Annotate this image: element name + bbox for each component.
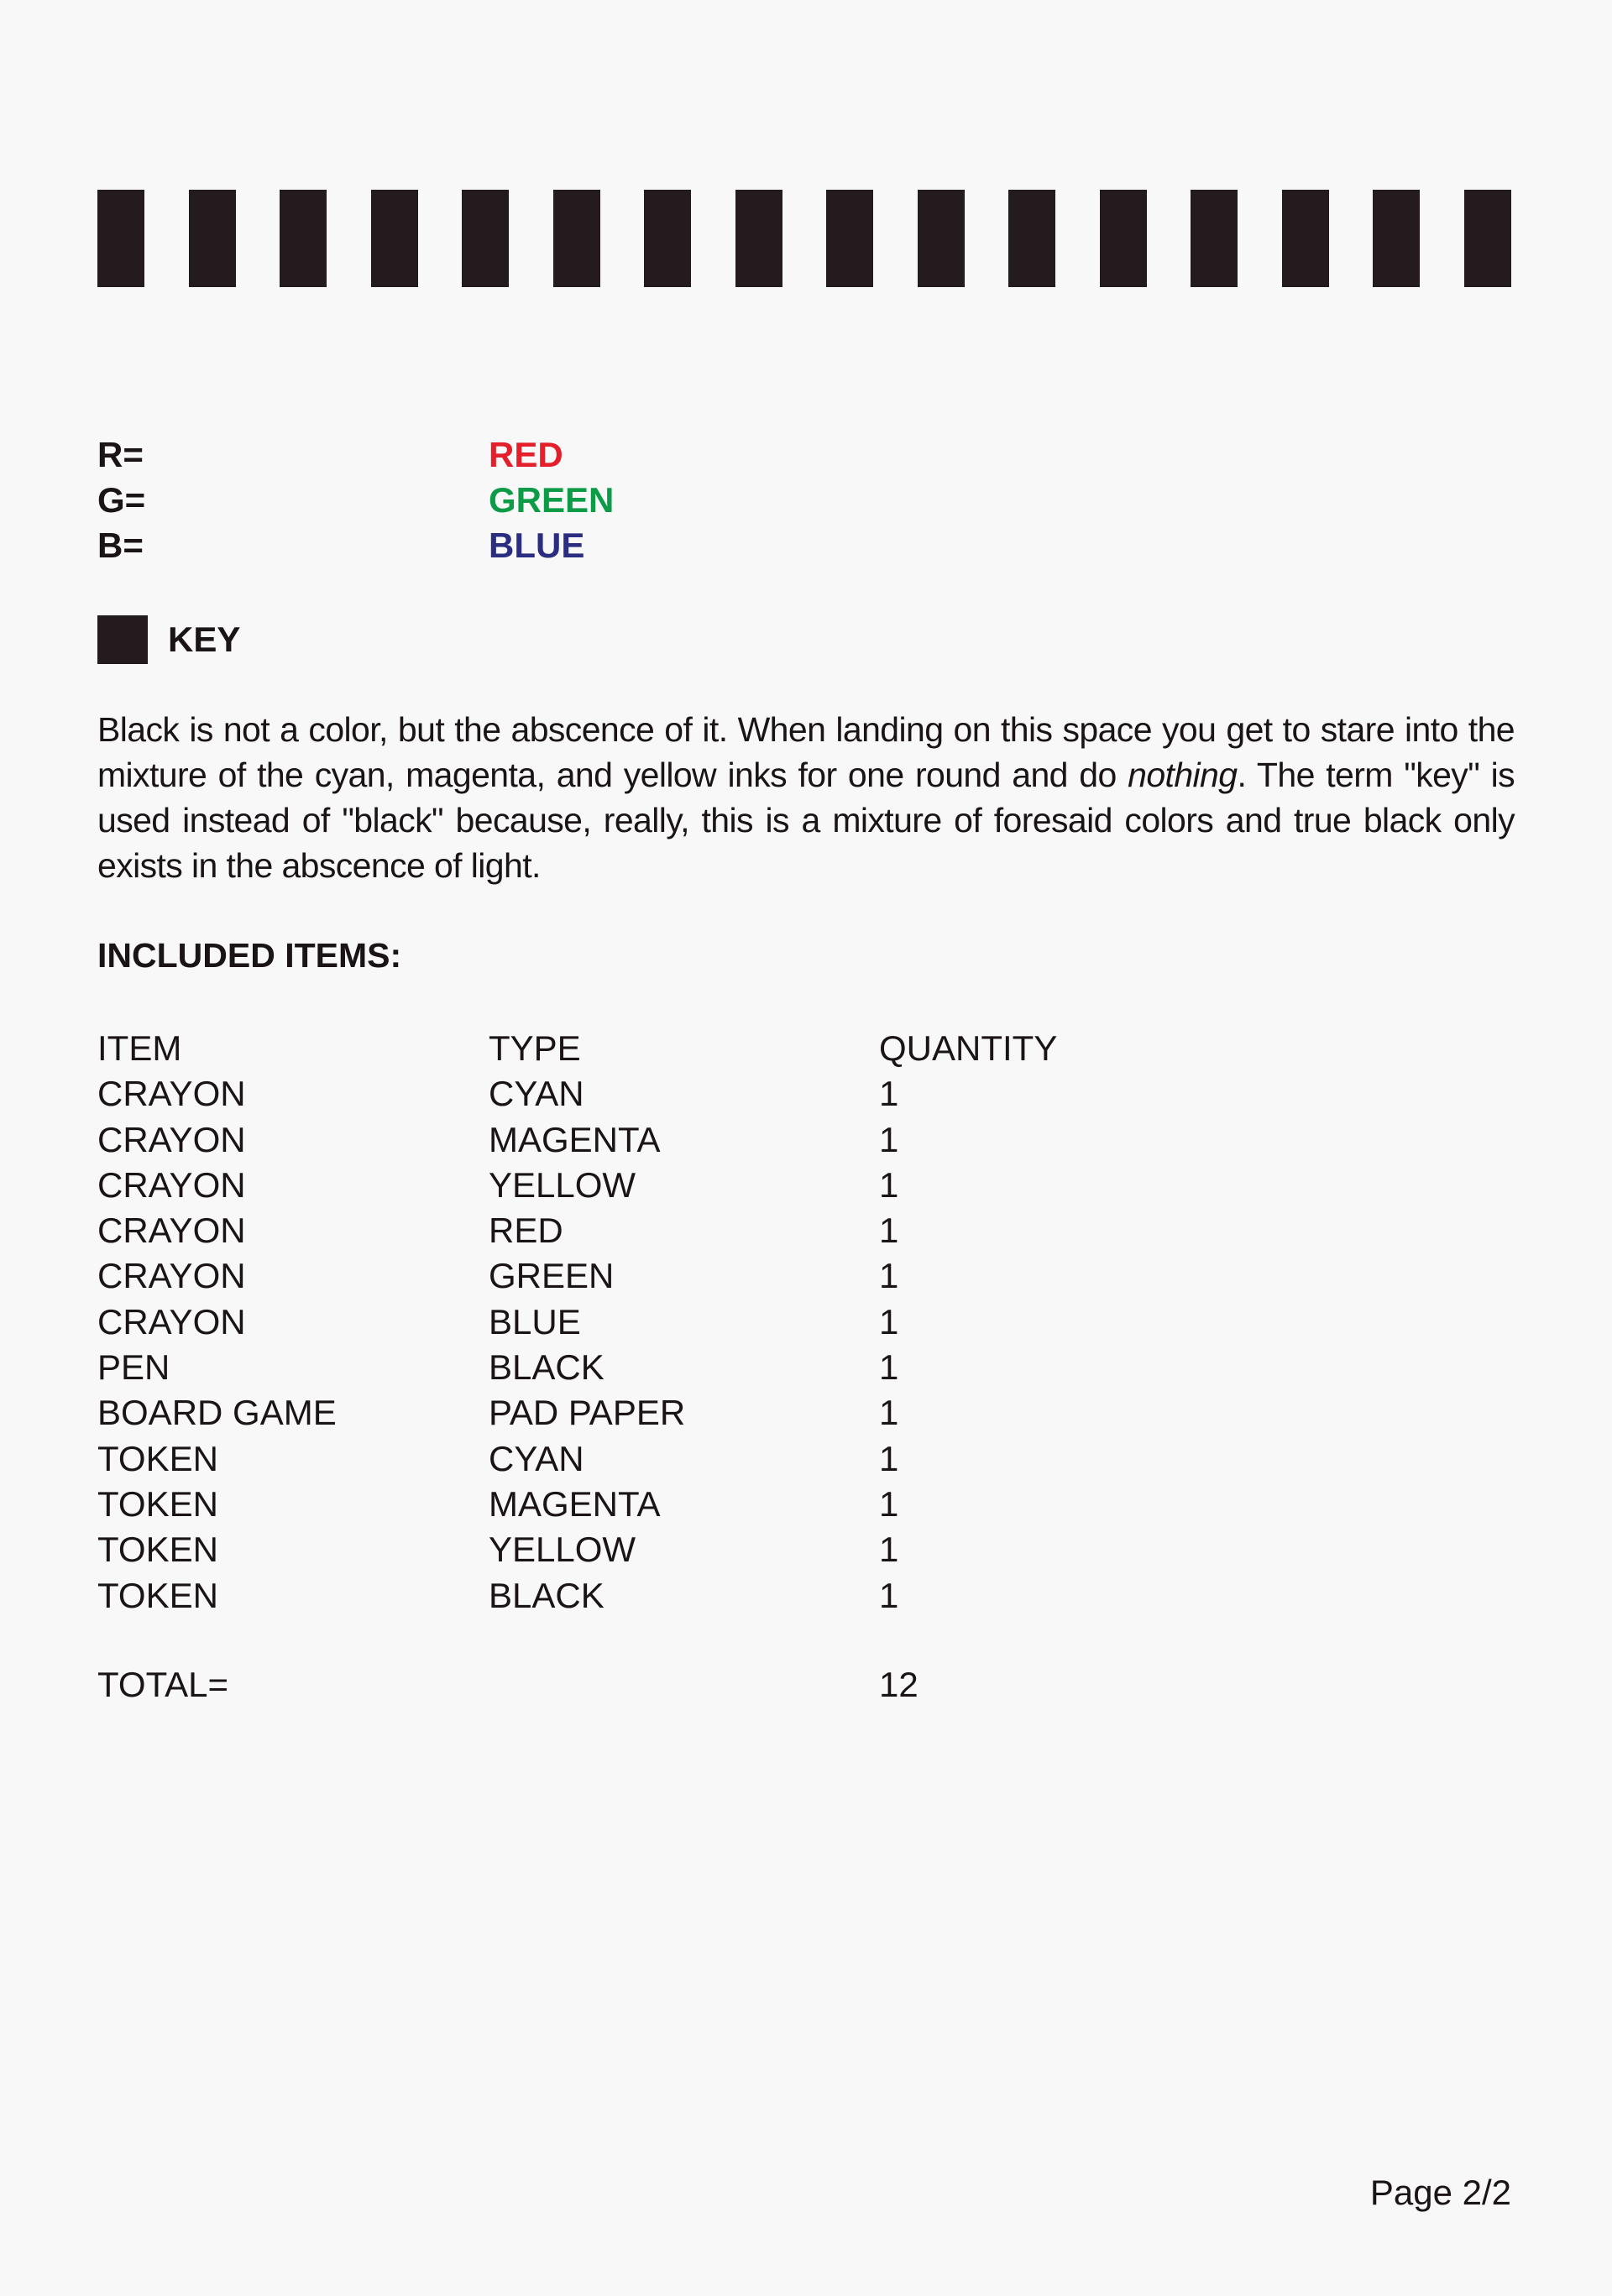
items-table [97, 1026, 1215, 1619]
cell-quantity: 1 [879, 1164, 899, 1205]
cell-item: CRAYON [97, 1256, 246, 1296]
black-stripe [97, 190, 144, 287]
cell-quantity: 1 [879, 1393, 899, 1433]
table-row [97, 1117, 1215, 1163]
cell-item: TOKEN [97, 1575, 218, 1615]
cell-type: YELLOW [489, 1164, 636, 1205]
key-color-swatch [97, 615, 148, 664]
legend-row-blue [97, 523, 614, 568]
legend-value: GREEN [489, 480, 615, 520]
cell-type: BLUE [489, 1301, 581, 1342]
black-stripe-banner [97, 190, 1511, 287]
legend-value: RED [489, 435, 563, 474]
cell-item: BOARD GAME [97, 1393, 337, 1433]
black-stripe [553, 190, 600, 287]
cell-quantity: 1 [879, 1119, 899, 1159]
legend-row-red [97, 432, 614, 478]
black-stripe [735, 190, 782, 287]
key-desc-emphasis: nothing [1128, 756, 1238, 794]
black-stripe [918, 190, 965, 287]
table-row [97, 1163, 1215, 1208]
cell-quantity: 1 [879, 1256, 899, 1296]
cell-quantity: 1 [879, 1301, 899, 1342]
table-row [97, 1527, 1215, 1572]
cell-type: MAGENTA [489, 1483, 661, 1524]
cell-quantity: 1 [879, 1438, 899, 1478]
table-row [97, 1208, 1215, 1253]
legend-label: B= [97, 526, 144, 565]
cell-item: TOKEN [97, 1483, 218, 1524]
black-stripe [189, 190, 236, 287]
legend-row-green [97, 478, 614, 523]
key-heading [97, 615, 240, 664]
column-header-type: TYPE [489, 1028, 581, 1068]
key-title: KEY [168, 620, 241, 659]
column-header-item: ITEM [97, 1028, 182, 1068]
total-value: 12 [879, 1665, 919, 1704]
black-stripe [1008, 190, 1055, 287]
key-desc-text-end: . The term "key" is used instead of "black" because, really, this is a mixture of foresaid colors and true black only exists in the abscence of light. [97, 756, 1515, 885]
key-desc-text: Black is not a color, but the abscence of it. When landing on this space you get to stare into the mixture of the cyan, magenta, and yellow inks for one round and do [97, 710, 1515, 794]
cell-item: CRAYON [97, 1164, 246, 1205]
cell-quantity: 1 [879, 1575, 899, 1615]
rgb-legend [97, 432, 614, 568]
cell-item: TOKEN [97, 1438, 218, 1478]
cell-quantity: 1 [879, 1530, 899, 1570]
black-stripe [1464, 190, 1511, 287]
table-row [97, 1345, 1215, 1390]
page-number: Page 2/2 [1369, 2173, 1511, 2212]
table-row [97, 1436, 1215, 1482]
cell-quantity: 1 [879, 1347, 899, 1388]
cell-item: TOKEN [97, 1530, 218, 1570]
black-stripe [371, 190, 418, 287]
black-stripe [1373, 190, 1420, 287]
cell-type: CYAN [489, 1438, 584, 1478]
table-row [97, 1253, 1215, 1299]
cell-quantity: 1 [879, 1211, 899, 1251]
legend-label: R= [97, 435, 144, 474]
cell-item: PEN [97, 1347, 170, 1388]
cell-item: CRAYON [97, 1211, 246, 1251]
black-stripe [462, 190, 509, 287]
cell-type: BLACK [489, 1575, 604, 1615]
black-stripe [1282, 190, 1329, 287]
column-header-quantity: QUANTITY [879, 1028, 1058, 1068]
table-row [97, 1573, 1215, 1619]
cell-item: CRAYON [97, 1119, 246, 1159]
cell-type: GREEN [489, 1256, 615, 1296]
cell-item: CRAYON [97, 1301, 246, 1342]
black-stripe [1100, 190, 1147, 287]
table-row [97, 1071, 1215, 1117]
total-row [97, 1665, 919, 1705]
included-items-heading: INCLUDED ITEMS: [97, 936, 402, 975]
total-label: TOTAL= [97, 1665, 229, 1704]
cell-quantity: 1 [879, 1074, 899, 1114]
legend-value: BLUE [489, 526, 585, 565]
cell-type: PAD PAPER [489, 1393, 686, 1433]
cell-type: YELLOW [489, 1530, 636, 1570]
black-stripe [826, 190, 873, 287]
cell-type: RED [489, 1211, 563, 1251]
cell-type: BLACK [489, 1347, 604, 1388]
key-description [97, 707, 1515, 888]
legend-label: G= [97, 480, 146, 520]
table-row [97, 1300, 1215, 1345]
black-stripe [644, 190, 691, 287]
table-row [97, 1390, 1215, 1436]
black-stripe [1191, 190, 1238, 287]
cell-type: MAGENTA [489, 1119, 661, 1159]
cell-type: CYAN [489, 1074, 584, 1114]
cell-item: CRAYON [97, 1074, 246, 1114]
table-row [97, 1482, 1215, 1527]
cell-quantity: 1 [879, 1483, 899, 1524]
table-header-row [97, 1026, 1215, 1071]
black-stripe [280, 190, 327, 287]
